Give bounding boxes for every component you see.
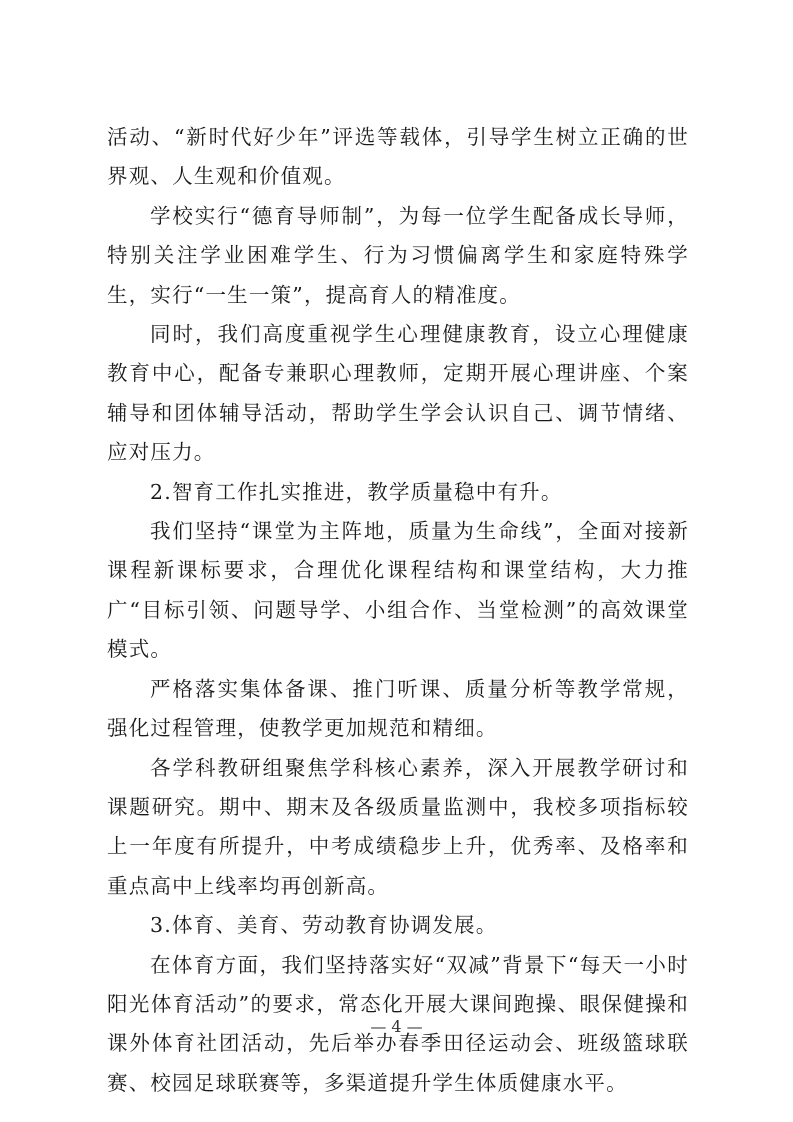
page-number: — 4 — <box>370 1017 423 1036</box>
section-heading-sports-arts-labor: 3.体育、美育、劳动教育协调发展。 <box>150 913 498 938</box>
section-heading-intellectual-education: 2.智育工作扎实推进，教学质量稳中有升。 <box>150 479 563 504</box>
paragraph-teaching-routine: 严格落实集体备课、推门听课、质量分析等教学常规，强化过程管理，使教学更加规范和精细。 <box>107 676 689 741</box>
paragraph-sports: 在体育方面，我们坚持落实好“双减”背景下“每天一小时阳光体育活动”的要求，常态化开展大课间跑操、眼保健操和课外体育社团活动，先后举办春季田径运动会、班级篮球联赛、校园足球联赛等，多渠道提升学生体质健康水平。 <box>107 952 689 1095</box>
paragraph-classroom-quality: 我们坚持“课堂为主阵地，质量为生命线”，全面对接新课程新课标要求，合理优化课程结构和课堂结构，大力推广“目标引领、问题导学、小组合作、当堂检测”的高效课堂模式。 <box>107 519 689 662</box>
document-body <box>107 118 689 1103</box>
paragraph-mentor-system: 学校实行“德育导师制”，为每一位学生配备成长导师，特别关注学业困难学生、行为习惯偏离学生和家庭特殊学生，实行“一生一策”，提高育人的精准度。 <box>107 203 689 307</box>
paragraph-continuation: 活动、“新时代好少年”评选等载体，引导学生树立正确的世界观、人生观和价值观。 <box>107 125 689 189</box>
paragraph-teaching-research: 各学科教研组聚焦学科核心素养，深入开展教学研讨和课题研究。期中、期末及各级质量监测中，我校多项指标较上一年度有所提升，中考成绩稳步上升，优秀率、及格率和重点高中上线率均再创新高。 <box>107 755 689 898</box>
paragraph-mental-health: 同时，我们高度重视学生心理健康教育，设立心理健康教育中心，配备专兼职心理教师，定期开展心理讲座、个案辅导和团体辅导活动，帮助学生学会认识自己、调节情绪、应对压力。 <box>107 322 689 465</box>
